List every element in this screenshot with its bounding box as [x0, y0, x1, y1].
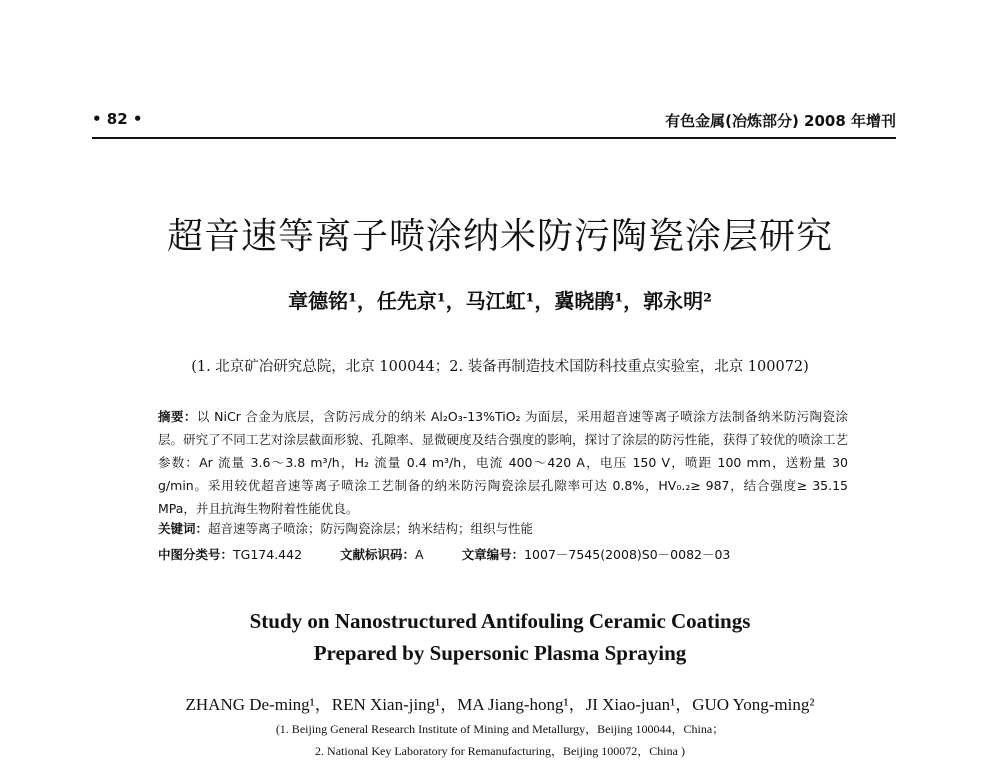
affiliation-en-line-2: 2. National Key Laboratory for Remanufacturing，Beijing 100072，China ) [315, 744, 685, 758]
doc-code-label: 文献标识码： [340, 547, 416, 562]
article-number [462, 547, 731, 562]
classification-line [158, 545, 848, 563]
clc-label: 中图分类号： [158, 547, 234, 562]
title-en-line-2: Prepared by Supersonic Plasma Spraying [313, 641, 687, 665]
abstract-zh [158, 405, 848, 520]
doc-code [340, 547, 424, 562]
authors-zh: 章德铭¹，任先京¹，马江虹¹，冀晓鹃¹，郭永明² [288, 289, 712, 313]
affiliation-zh: (1. 北京矿冶研究总院，北京 100044；2. 装备再制造技术国防科技重点实验室，北京 100072) [191, 359, 809, 375]
keywords-zh [158, 519, 848, 537]
clc-number [158, 547, 302, 562]
journal-name: 有色金属(冶炼部分) 2008 年增刊 [665, 112, 896, 130]
page-number: • 82 • [92, 110, 143, 128]
authors-en: ZHANG De-ming¹，REN Xian-jing¹，MA Jiang-hong¹，JI Xiao-juan¹，GUO Yong-ming² [185, 695, 815, 714]
doc-code-value: A [415, 547, 424, 562]
paper-title-zh: 超音速等离子喷涂纳米防污陶瓷涂层研究 [166, 216, 833, 257]
affiliation-en-line-1: (1. Beijing General Research Institute of Mining and Metallurgy，Beijing 100044，China； [275, 722, 725, 736]
abstract-text: 以 NiCr 合金为底层，含防污成分的纳米 Al₂O₃-13%TiO₂ 为面层，采用超音速等离子喷涂方法制备纳米防污陶瓷涂层。研究了不同工艺对涂层截面形貌、孔隙率、显微硬度及结合强度的影响，探讨了涂层的防污性能，获得了较优的喷涂工艺参数：Ar 流量 3.6～3.8 m³/h，H₂ 流量 0.4 m³/h，电流 400～420 A，电压 150 V，喷距 100 mm，送粉量 30 g/min。采用较优超音速等离子喷涂工艺制备的纳米防污陶瓷涂层孔隙率可达 0.8%，HV₀.₂≥ 987，结合强度≥ 35.15 MPa，并且抗海生物附着性能优良。 [158, 409, 848, 516]
keywords-label: 关键词： [158, 521, 209, 536]
header-rule [92, 137, 896, 139]
keywords-text: 超音速等离子喷涂；防污陶瓷涂层；纳米结构；组织与性能 [208, 521, 534, 536]
article-number-label: 文章编号： [461, 547, 525, 562]
clc-value: TG174.442 [233, 547, 303, 562]
title-en-line-1: Study on Nanostructured Antifouling Ceramic Coatings [249, 609, 751, 633]
paper-title-en [0, 605, 1000, 669]
abstract-label: 摘要： [158, 409, 197, 424]
page-header [92, 106, 896, 134]
article-number-value: 1007－7545(2008)S0－0082－03 [524, 547, 731, 562]
